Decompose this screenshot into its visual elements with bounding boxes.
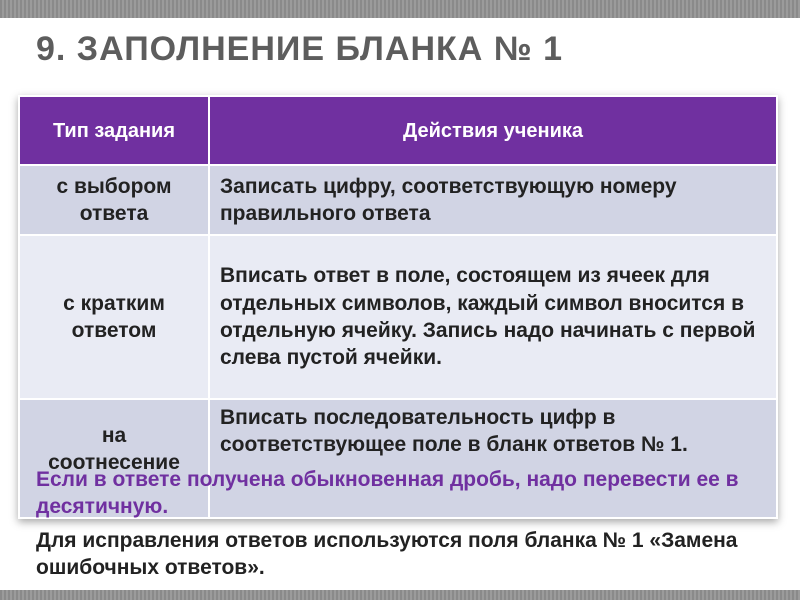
table-row bbox=[19, 165, 777, 235]
top-decorative-band bbox=[0, 0, 800, 18]
fraction-note: Если в ответе получена обыкновенная дробь, надо перевести ее в десятичную. bbox=[36, 468, 739, 519]
slide-title: 9. ЗАПОЛНЕНИЕ БЛАНКА № 1 bbox=[36, 30, 564, 68]
student-action-cell: Записать цифру, соответствующую номеру правильного ответа bbox=[209, 165, 777, 235]
bottom-decorative-band bbox=[0, 590, 800, 600]
correction-note: Для исправления ответов используются поля бланка № 1 «Замена ошибочных ответов». bbox=[36, 529, 738, 580]
student-action-cell: Вписать ответ в поле, состоящем из ячеек для отдельных символов, каждый символ вносится в отдельную ячейку. Запись надо начинать с первой слева пустой ячейки. bbox=[209, 235, 777, 399]
task-type-line: ответом bbox=[71, 319, 157, 342]
task-type-cell bbox=[19, 165, 209, 235]
task-type-line: ответа bbox=[79, 202, 149, 225]
task-type-cell bbox=[19, 235, 209, 399]
task-type-line: соотнесение bbox=[48, 451, 180, 475]
header-task-type: Тип задания bbox=[19, 96, 209, 165]
task-actions-table bbox=[18, 95, 778, 519]
header-student-actions: Действия ученика bbox=[209, 96, 777, 165]
student-action-cell: Вписать последовательность цифр в соответствующее поле в бланк ответов № 1. bbox=[209, 399, 777, 518]
task-type-line: с выбором bbox=[56, 174, 172, 198]
task-type-line: с кратким bbox=[63, 291, 165, 315]
table-header-row bbox=[19, 96, 777, 165]
table-row bbox=[19, 235, 777, 399]
task-type-line: на bbox=[101, 424, 127, 447]
